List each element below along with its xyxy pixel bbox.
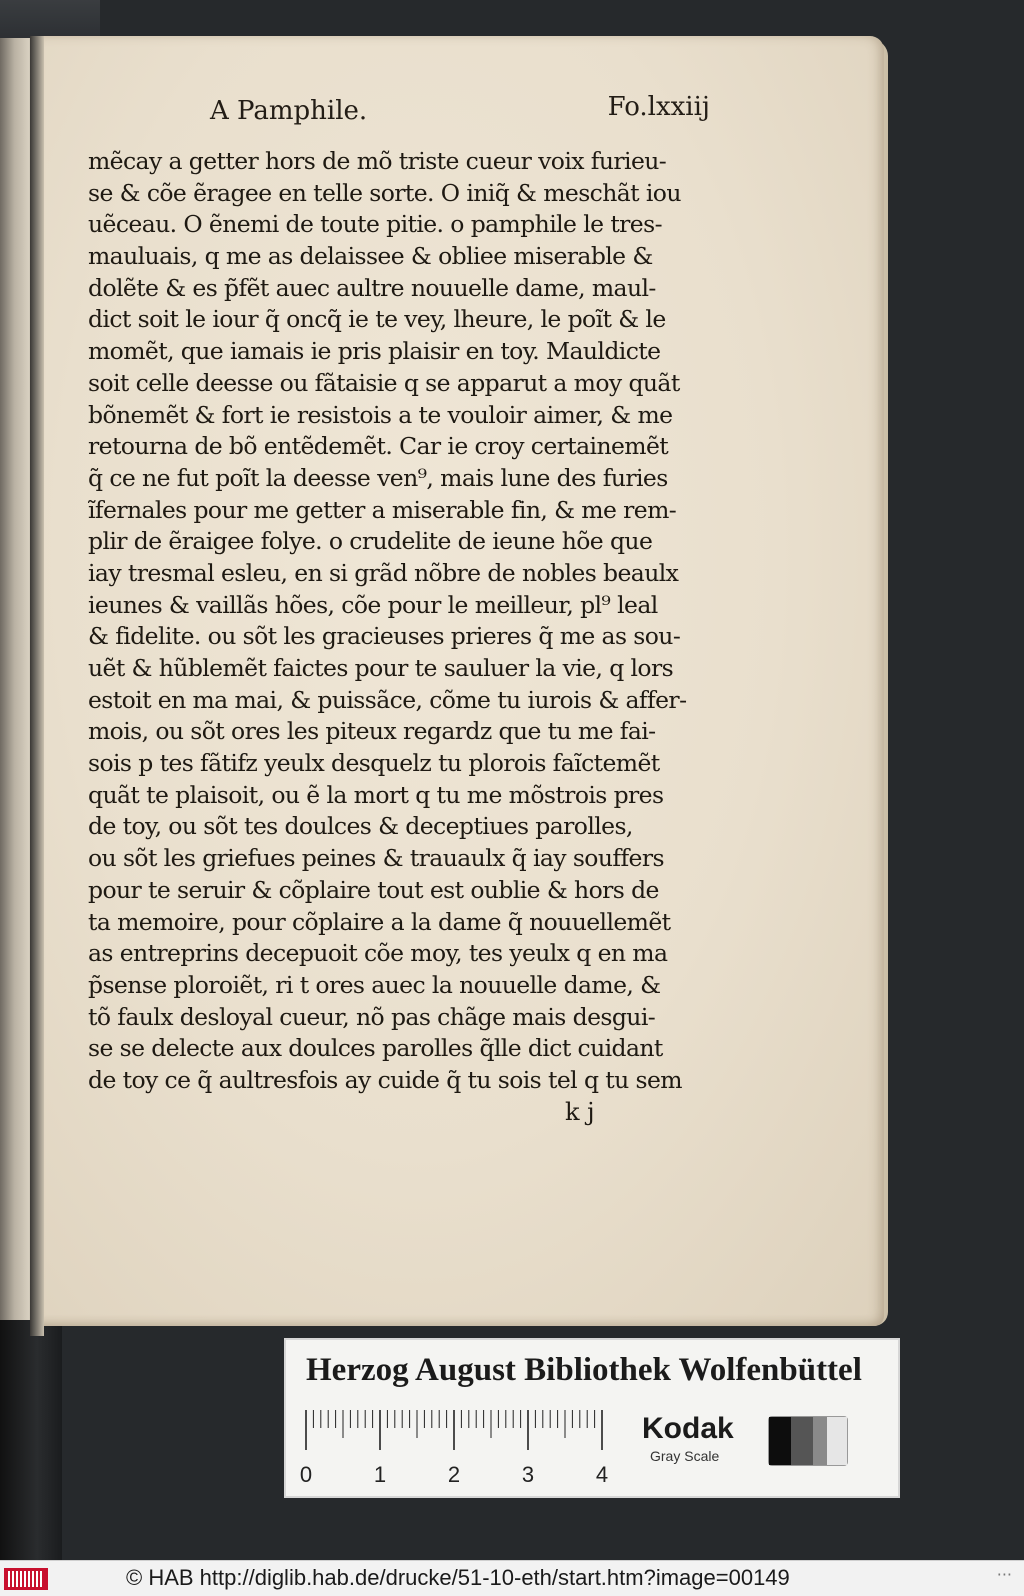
more-options-icon[interactable]: ··· [996, 1565, 1012, 1584]
text-line: tõ faulx desloyal cueur, nõ pas chãge mais desgui- [88, 1002, 656, 1031]
ruler-label: 2 [447, 1462, 461, 1487]
color-calibration-card [284, 1338, 900, 1498]
text-line: de toy ce q̃ aultresfois ay cuide q̃ tu sois tel q tu sem [88, 1065, 682, 1094]
text-line: estoit en ma mai, & puissãce, cõme tu iurois & affer- [88, 685, 687, 714]
kodak-logo: Kodak [642, 1412, 734, 1445]
signature-mark: k j [565, 1098, 595, 1126]
text-line: de toy, ou sõt tes doulces & deceptiues parolles, [88, 812, 633, 841]
running-head-left: A Pamphile. [210, 96, 368, 126]
text-line: q̃ ce ne fut poĩt la deesse ven⁹, mais lune des furies [88, 463, 668, 492]
text-line: dict soit le iour q̃ oncq̃ ie te vey, lheure, le poĩt & le [88, 305, 666, 334]
text-line: ĩfernales pour me getter a miserable fin, & me rem- [88, 495, 677, 524]
text-line: uẽceau. O ẽnemi de toute pitie. o pamphile le tres- [88, 210, 662, 239]
scale-ruler [299, 1410, 634, 1490]
text-line: iay tresmal esleu, en si grãd nõbre de nobles beaulx [88, 558, 679, 587]
gray-swatch [791, 1417, 813, 1465]
text-line: bõnemẽt & fort ie resistois a te vouloir aimer, & me [88, 400, 673, 429]
text-line: p̃sense ploroiẽt, ri t ores auec la nouuelle dame, & [88, 970, 661, 999]
folio-number: Fo.lxxiij [607, 92, 710, 122]
text-line: as entreprins decepuoit cõe moy, tes yeulx q en ma [88, 939, 668, 968]
text-line: mauluais, q me as delaissee & obliee miserable & [88, 242, 653, 271]
footer-bar [0, 1560, 1024, 1596]
page-text-block [88, 146, 700, 1097]
gray-scale-label: Gray Scale [650, 1448, 720, 1464]
text-line: & fidelite. ou sõt les gracieuses prieres q̃ me as sou- [88, 622, 681, 651]
ruler-label: 1 [373, 1462, 387, 1487]
spine-shadow [30, 36, 44, 1336]
text-line: ta memoire, pour cõplaire a la dame q̃ nouuellemẽt [88, 907, 671, 936]
background-corner [0, 0, 100, 40]
text-line: pour te seruir & cõplaire tout est oublie & hors de [88, 875, 659, 904]
text-line: quãt te plaisoit, ou ẽ la mort q tu me mõstrois pres [88, 780, 664, 809]
ruler-label: 4 [595, 1462, 609, 1487]
text-line: ou sõt les griefues peines & trauaulx q̃ iay souffers [88, 844, 664, 873]
library-name: Herzog August Bibliothek Wolfenbüttel [306, 1352, 862, 1388]
text-line: ieunes & vaillãs hões, cõe pour le meilleur, pl⁹ leal [88, 590, 658, 619]
text-line: uẽt & hũblemẽt faictes pour te sauluer la vie, q lors [88, 654, 674, 682]
book-binding [0, 1320, 62, 1560]
running-head [210, 92, 710, 136]
text-line: soit celle deesse ou fãtaisie q se apparut a moy quãt [88, 368, 680, 397]
text-line: momẽt, que iamais ie pris plaisir en toy. Mauldicte [88, 337, 661, 366]
ruler-label: 3 [521, 1462, 535, 1487]
text-line: retourna de bõ entẽdemẽt. Car ie croy certainemẽt [88, 432, 669, 461]
hab-logo-icon [4, 1566, 48, 1592]
ruler-label: 0 [299, 1462, 313, 1487]
gray-swatches [768, 1416, 848, 1466]
text-line: mois, ou sõt ores les piteux regardz que tu me fai- [88, 717, 656, 746]
text-line: se & cõe ẽragee en telle sorte. O iniq̃ & meschãt iou [88, 178, 681, 207]
gray-swatch [769, 1417, 791, 1465]
text-line: mẽcay a getter hors de mõ triste cueur voix furieu- [88, 147, 667, 175]
text-line: dolẽte & es p̃fẽt auec aultre nouuelle dame, maul- [88, 273, 656, 302]
text-line: sois p tes fãtifz yeulx desquelz tu plorois faĩctemẽt [88, 749, 660, 778]
copyright-url[interactable]: © HAB http://diglib.hab.de/drucke/51-10-eth/start.htm?image=00149 [126, 1565, 790, 1590]
text-line: plir de ẽraigee folye. o crudelite de ieune hõe que [88, 527, 653, 556]
text-line: se se delecte aux doulces parolles q̃lle dict cuidant [88, 1034, 663, 1063]
gray-swatch [827, 1417, 847, 1465]
gray-swatch [813, 1417, 827, 1465]
